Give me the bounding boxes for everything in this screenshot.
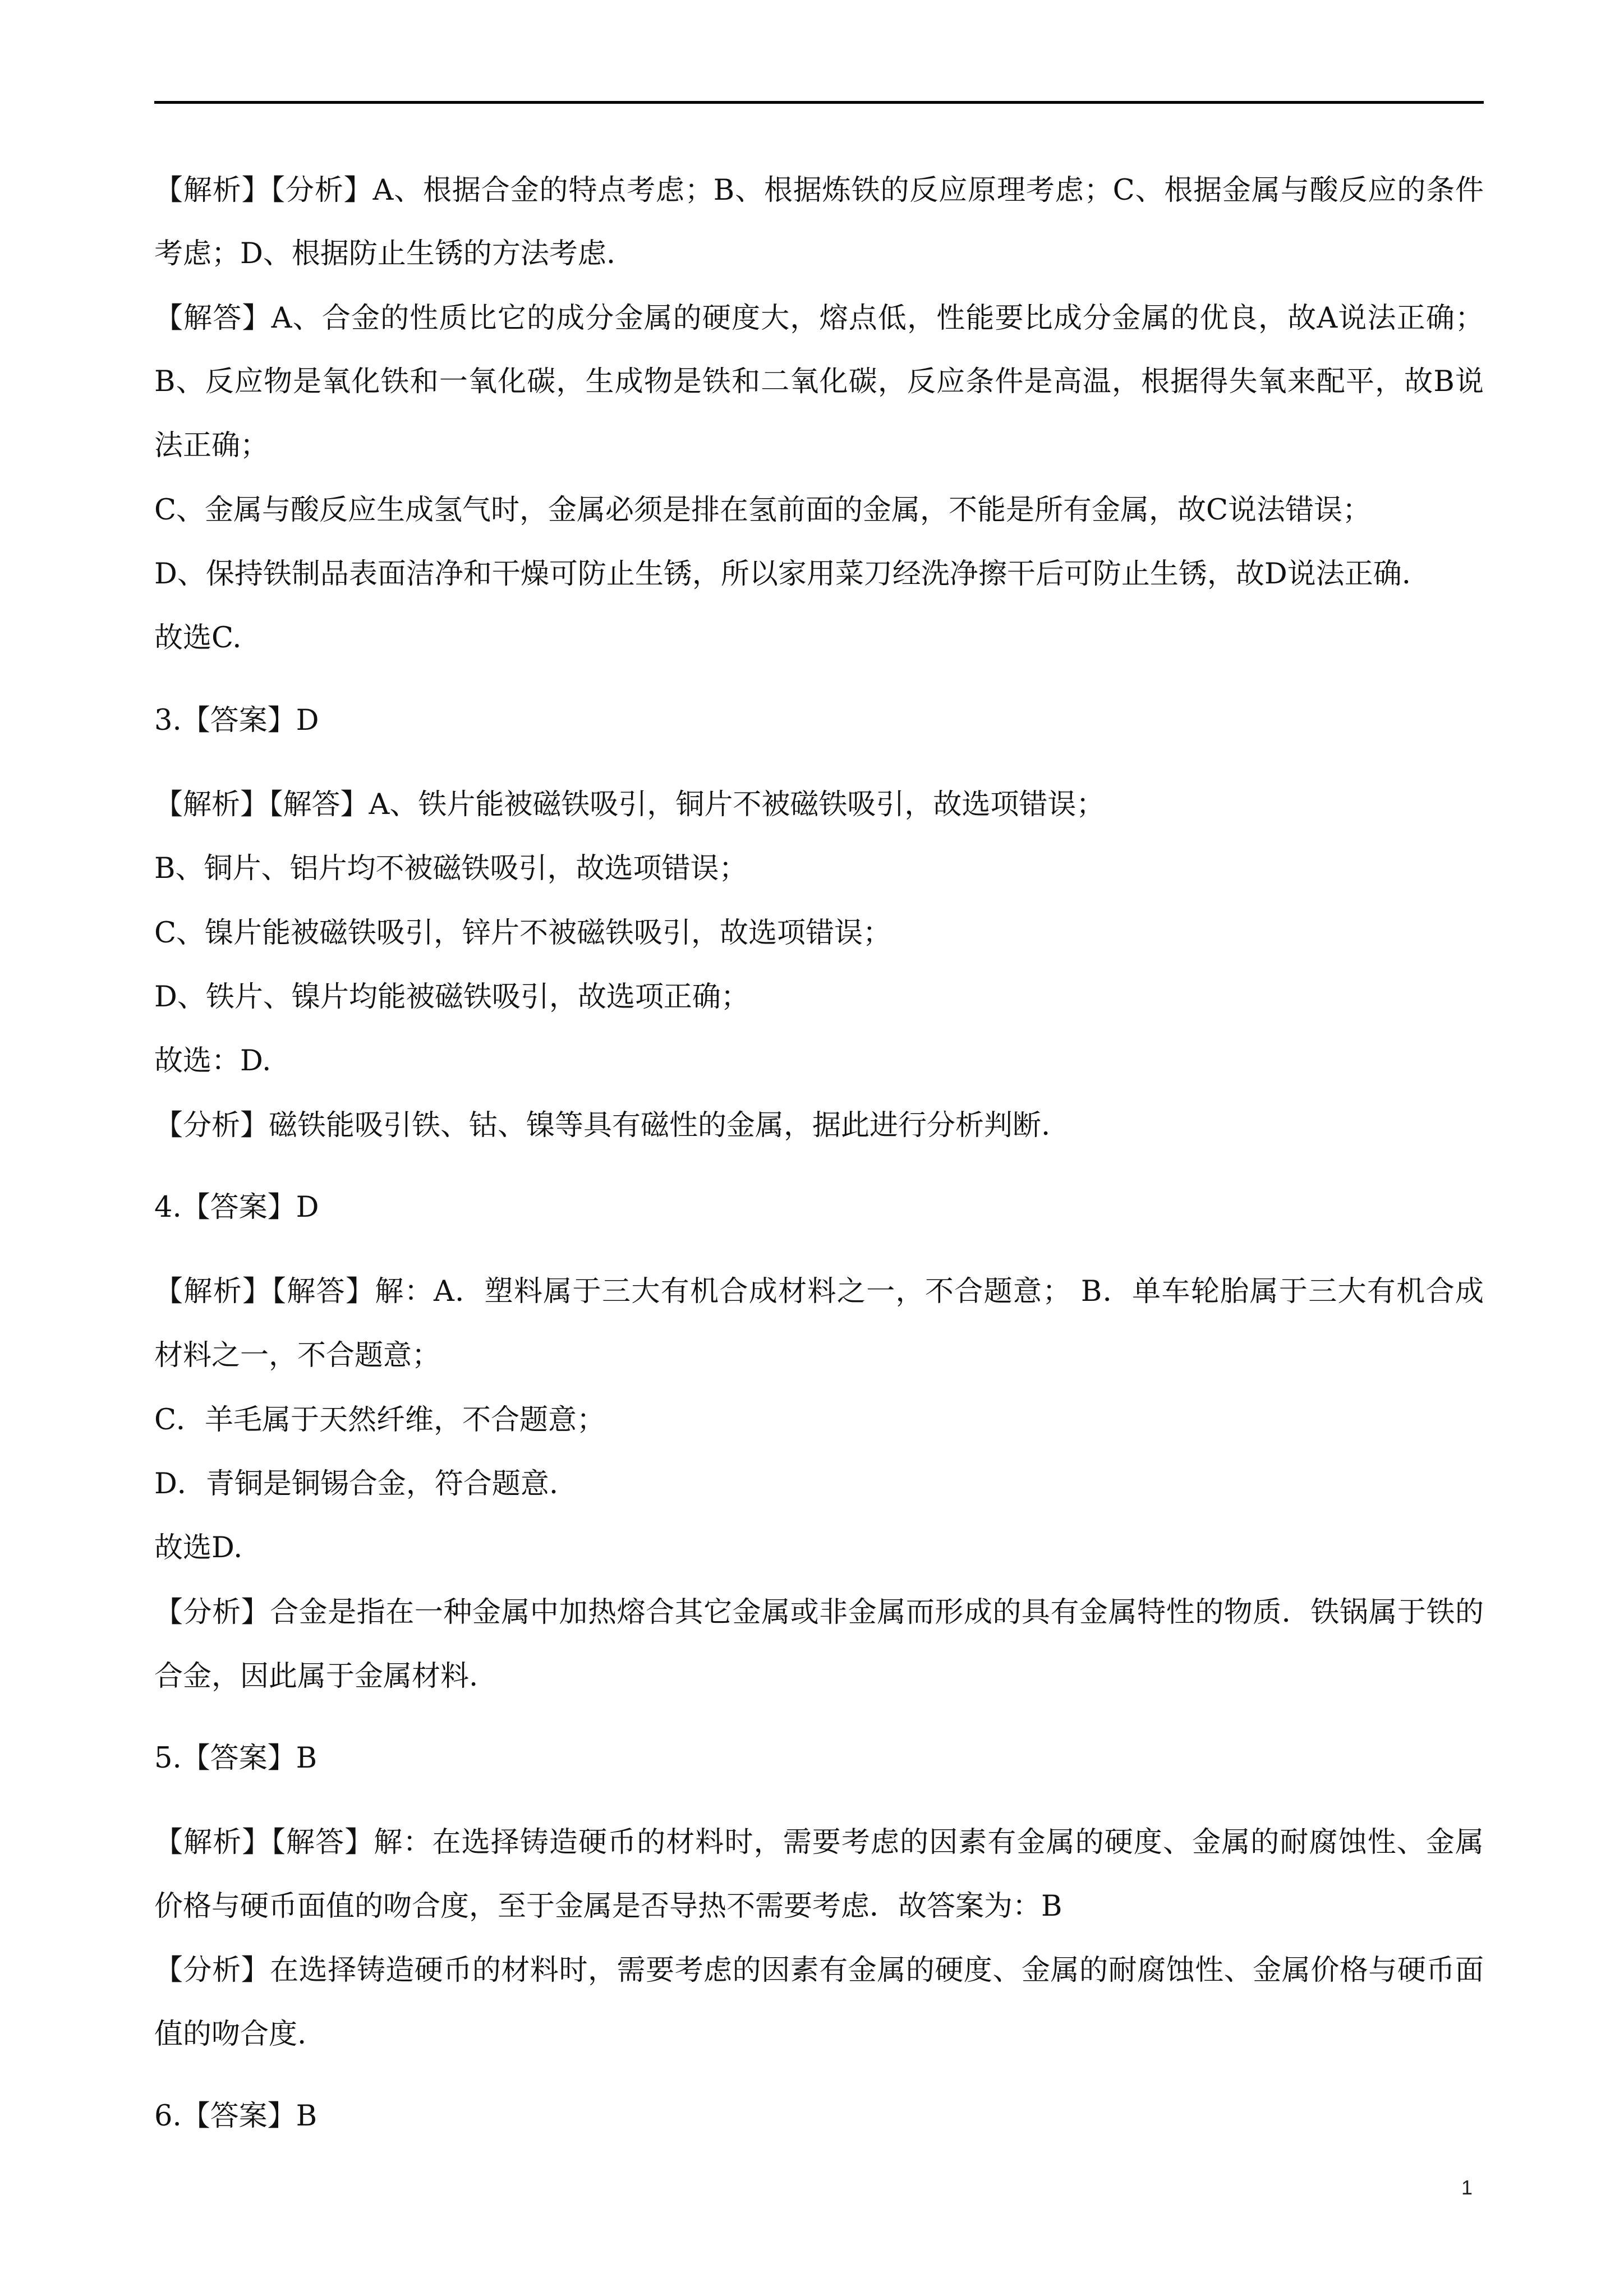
text-line: 【解析】【分析】A、根据合金的特点考虑；B、根据炼铁的反应原理考虑；C、根据金属与酸反应的条件 [154, 174, 1484, 207]
page-number: 1 [1461, 2176, 1473, 2199]
answer-heading: 4.【答案】D [154, 1191, 319, 1224]
text-line: 值的吻合度. [154, 2018, 307, 2051]
text-line: D、铁片、镍片均能被磁铁吸引，故选项正确； [154, 981, 749, 1014]
text-line: 【分析】在选择铸造硬币的材料时，需要考虑的因素有金属的硬度、金属的耐腐蚀性、金属价格与硬币面 [154, 1954, 1484, 1987]
text-line: D．青铜是铜锡合金，符合题意. [154, 1467, 559, 1501]
text-line: 故选：D. [154, 1045, 272, 1078]
text-line: 考虑；D、根据防止生锈的方法考虑. [154, 237, 616, 270]
text-line: 【分析】合金是指在一种金属中加热熔合其它金属或非金属而形成的具有金属特性的物质．铁锅属于铁的 [154, 1596, 1484, 1629]
text-line: C．羊毛属于天然纤维，不合题意； [154, 1404, 606, 1437]
text-line: B、铜片、铝片均不被磁铁吸引，故选项错误； [154, 852, 748, 885]
text-line: D、保持铁制品表面洁净和干燥可防止生锈，所以家用菜刀经洗净擦干后可防止生锈，故D说法正确. [154, 558, 1411, 591]
text-line: 价格与硬币面值的吻合度，至于金属是否导热不需要考虑．故答案为：B [154, 1890, 1062, 1923]
text-line: 故选D. [154, 1531, 243, 1565]
text-line: 【解析】【解答】解：在选择铸造硬币的材料时，需要考虑的因素有金属的硬度、金属的耐腐蚀性、金属 [154, 1826, 1484, 1859]
text-line: 法正确； [154, 429, 269, 462]
text-line: C、金属与酸反应生成氢气时，金属必须是排在氢前面的金属，不能是所有金属，故C说法错误； [154, 494, 1372, 527]
header-rule [154, 101, 1484, 104]
answer-heading: 6.【答案】B [154, 2100, 318, 2133]
text-line: C、镍片能被磁铁吸引，锌片不被磁铁吸引，故选项错误； [154, 917, 892, 950]
text-line: 故选C. [154, 622, 242, 655]
text-line: 合金，因此属于金属材料. [154, 1660, 479, 1693]
text-line: 【解答】A、合金的性质比它的成分金属的硬度大，熔点低，性能要比成分金属的优良，故A说法正确； [154, 302, 1484, 335]
text-line: 材料之一，不合题意； [154, 1339, 441, 1372]
text-line: 【分析】磁铁能吸引铁、钴、镍等具有磁性的金属，据此进行分析判断. [154, 1109, 1051, 1142]
text-line: 【解析】【解答】A、铁片能被磁铁吸引，铜片不被磁铁吸引，故选项错误； [154, 788, 1105, 821]
text-line: 【解析】【解答】解：A．塑料属于三大有机合成材料之一，不合题意； B．单车轮胎属于三大有机合成 [154, 1275, 1484, 1308]
text-line: B、反应物是氧化铁和一氧化碳，生成物是铁和二氧化碳，反应条件是高温，根据得失氧来配平，故B说 [154, 365, 1484, 398]
answer-heading: 5.【答案】B [154, 1742, 318, 1775]
answer-heading: 3.【答案】D [154, 704, 319, 737]
